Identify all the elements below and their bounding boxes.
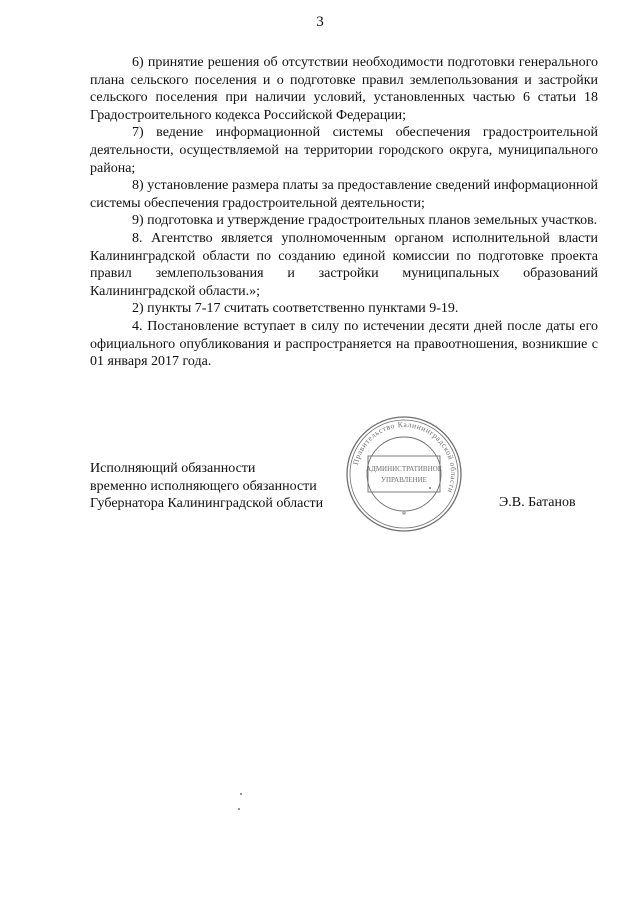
- paragraph-point-8: 8. Агентство является уполномоченным органом исполнительной власти Калининградской области по созданию единой комиссии по подготовке проекта правил землепользования и застройки муниципальных образований Калининградской области.»;: [90, 230, 598, 299]
- seal-center-line: УПРАВЛЕНИЕ: [381, 476, 427, 484]
- svg-text:*: *: [401, 510, 407, 520]
- paragraph-item-9: 9) подготовка и утверждение градостроительных планов земельных участков.: [132, 213, 598, 229]
- paragraph-renumbering: 2) пункты 7-17 считать соответственно пунктами 9-19.: [132, 301, 459, 317]
- paragraph-effective-date: 4. Постановление вступает в силу по истечении десяти дней после даты его официального опубликования и распространяется на правоотношения, возникшие с 01 января 2017 года.: [90, 318, 598, 370]
- paragraph-item-8: 8) установление размера платы за предоставление сведений информационной системы обеспечения градостроительной деятельности;: [90, 178, 598, 211]
- signatory-name: Э.В. Батанов: [499, 495, 576, 510]
- paragraph-item-7: 7) ведение информационной системы обеспечения градостроительной деятельности, осуществляемой на территории городского округа, муниципального района;: [90, 125, 598, 176]
- scan-speck: [429, 487, 431, 489]
- scan-speck: [238, 808, 240, 810]
- page-number: 3: [316, 14, 324, 30]
- paragraph-item-6: 6) принятие решения об отсутствии необходимости подготовки генерального плана сельского поселения и о подготовке правил землепользования и застройки сельского поселения при наличии условий, установленных частью 6 статьи 18 Градостроительного кодекса Российской Федерации;: [90, 55, 598, 123]
- seal-center-line: АДМИНИСТРАТИВНОЕ: [366, 465, 442, 473]
- seal-ring-text: Правительство Калининградской области: [350, 419, 459, 495]
- scan-speck: [240, 793, 242, 795]
- signatory-title-line: Губернатора Калининградской области: [90, 496, 324, 512]
- signatory-title-line: Исполняющий обязанности: [90, 461, 256, 476]
- document-body: [90, 54, 598, 371]
- official-seal: [344, 414, 464, 534]
- signature-block: [90, 419, 598, 550]
- signatory-title-line: временно исполняющего обязанности: [90, 478, 317, 494]
